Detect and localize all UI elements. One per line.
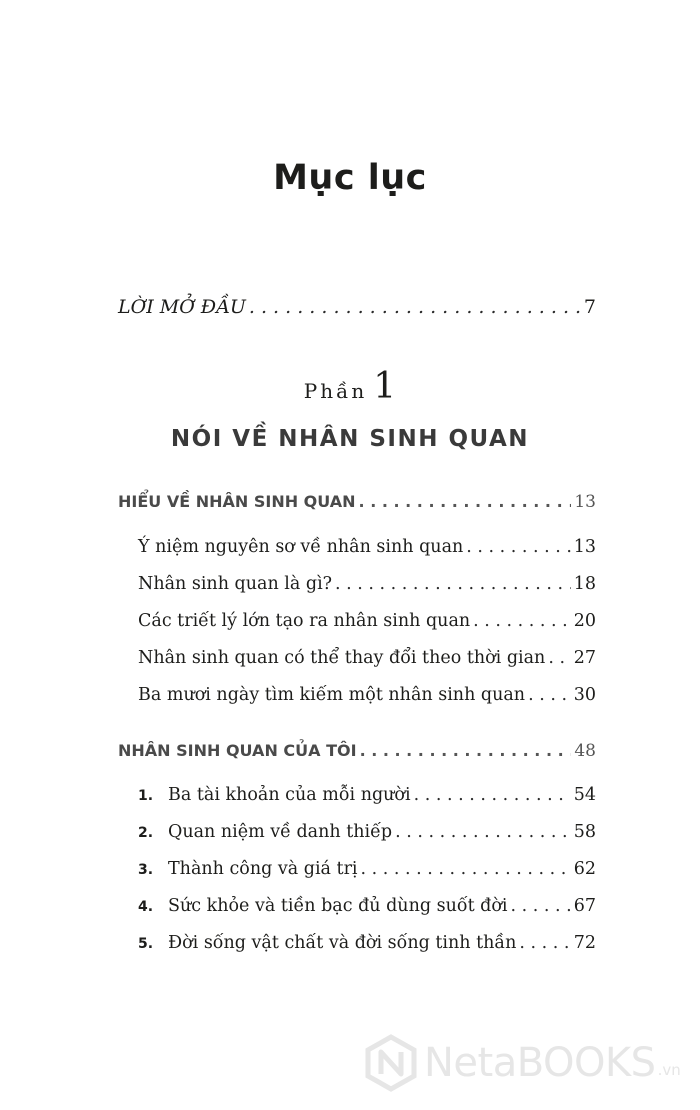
entry-page: 18 bbox=[573, 574, 596, 594]
toc-entry[interactable] bbox=[138, 785, 596, 805]
entry-page: 72 bbox=[573, 933, 596, 953]
dot-leader bbox=[466, 537, 570, 557]
dot-leader bbox=[361, 859, 571, 879]
entry-label: Nhân sinh quan là gì? bbox=[138, 574, 333, 594]
entry-label: Nhân sinh quan có thể thay đổi theo thời gian bbox=[138, 648, 546, 668]
dot-leader bbox=[414, 785, 571, 805]
entry-label: Ba tài khoản của mỗi người bbox=[168, 785, 411, 805]
dot-leader bbox=[548, 648, 570, 668]
watermark-domain: .vn bbox=[657, 1061, 681, 1079]
entry-page: 58 bbox=[573, 822, 596, 842]
toc-entry[interactable] bbox=[138, 896, 596, 916]
dot-leader bbox=[360, 741, 572, 760]
dot-leader bbox=[511, 896, 571, 916]
dot-leader bbox=[473, 611, 571, 631]
dot-leader bbox=[519, 933, 570, 953]
toc-entry[interactable] bbox=[138, 822, 596, 842]
page-title: Mục lục bbox=[273, 158, 427, 198]
watermark bbox=[362, 1030, 692, 1096]
chapter-label: NHÂN SINH QUAN CỦA TÔI bbox=[118, 741, 357, 760]
dot-leader bbox=[249, 296, 581, 318]
entry-page: 30 bbox=[573, 685, 596, 705]
entry-label: Ba mươi ngày tìm kiếm một nhân sinh quan bbox=[138, 685, 526, 705]
toc-entry[interactable] bbox=[138, 537, 596, 557]
toc-entry[interactable] bbox=[138, 574, 596, 594]
toc-entry[interactable] bbox=[138, 933, 596, 953]
dot-leader bbox=[395, 822, 571, 842]
netabooks-logo-icon bbox=[362, 1034, 420, 1092]
entry-label: Quan niệm về danh thiếp bbox=[168, 822, 393, 842]
entry-page: 13 bbox=[573, 537, 596, 557]
entry-label: Ý niệm nguyên sơ về nhân sinh quan bbox=[138, 537, 464, 557]
entry-number: 5. bbox=[138, 936, 154, 952]
toc-intro-page: 7 bbox=[583, 296, 596, 318]
entry-number: 4. bbox=[138, 899, 154, 915]
entry-number: 2. bbox=[138, 825, 154, 841]
toc-chapter-1[interactable] bbox=[118, 492, 596, 512]
chapter-label: HIỂU VỀ NHÂN SINH QUAN bbox=[118, 492, 356, 511]
part-word: Phần bbox=[303, 379, 368, 403]
entry-label: Sức khỏe và tiền bạc đủ dùng suốt đời bbox=[168, 896, 508, 916]
dot-leader bbox=[528, 685, 571, 705]
toc-entry[interactable] bbox=[138, 611, 596, 631]
toc-entry[interactable] bbox=[138, 685, 596, 705]
part-heading bbox=[0, 366, 700, 407]
toc-entry[interactable] bbox=[138, 859, 596, 879]
entry-label: Các triết lý lớn tạo ra nhân sinh quan bbox=[138, 611, 471, 631]
toc-intro-label: LỜI MỞ ĐẦU bbox=[118, 296, 246, 318]
entry-number: 3. bbox=[138, 862, 154, 878]
part-number: 1 bbox=[373, 366, 397, 407]
entry-page: 67 bbox=[573, 896, 596, 916]
entry-page: 27 bbox=[573, 648, 596, 668]
toc-intro[interactable] bbox=[118, 296, 596, 318]
entry-label: Thành công và giá trị bbox=[168, 859, 358, 879]
part-title: NÓI VỀ NHÂN SINH QUAN bbox=[170, 426, 530, 452]
entry-page: 20 bbox=[573, 611, 596, 631]
entry-label: Đời sống vật chất và đời sống tinh thần bbox=[168, 933, 517, 953]
entry-number: 1. bbox=[138, 788, 154, 804]
dot-leader bbox=[335, 574, 571, 594]
entry-page: 62 bbox=[573, 859, 596, 879]
watermark-brand: NetaBOOKS bbox=[424, 1040, 656, 1086]
chapter-page: 13 bbox=[574, 492, 596, 512]
toc-entry[interactable] bbox=[138, 648, 596, 668]
entry-page: 54 bbox=[573, 785, 596, 805]
chapter-page: 48 bbox=[574, 741, 596, 761]
dot-leader bbox=[359, 492, 572, 511]
toc-chapter-2[interactable] bbox=[118, 741, 596, 761]
